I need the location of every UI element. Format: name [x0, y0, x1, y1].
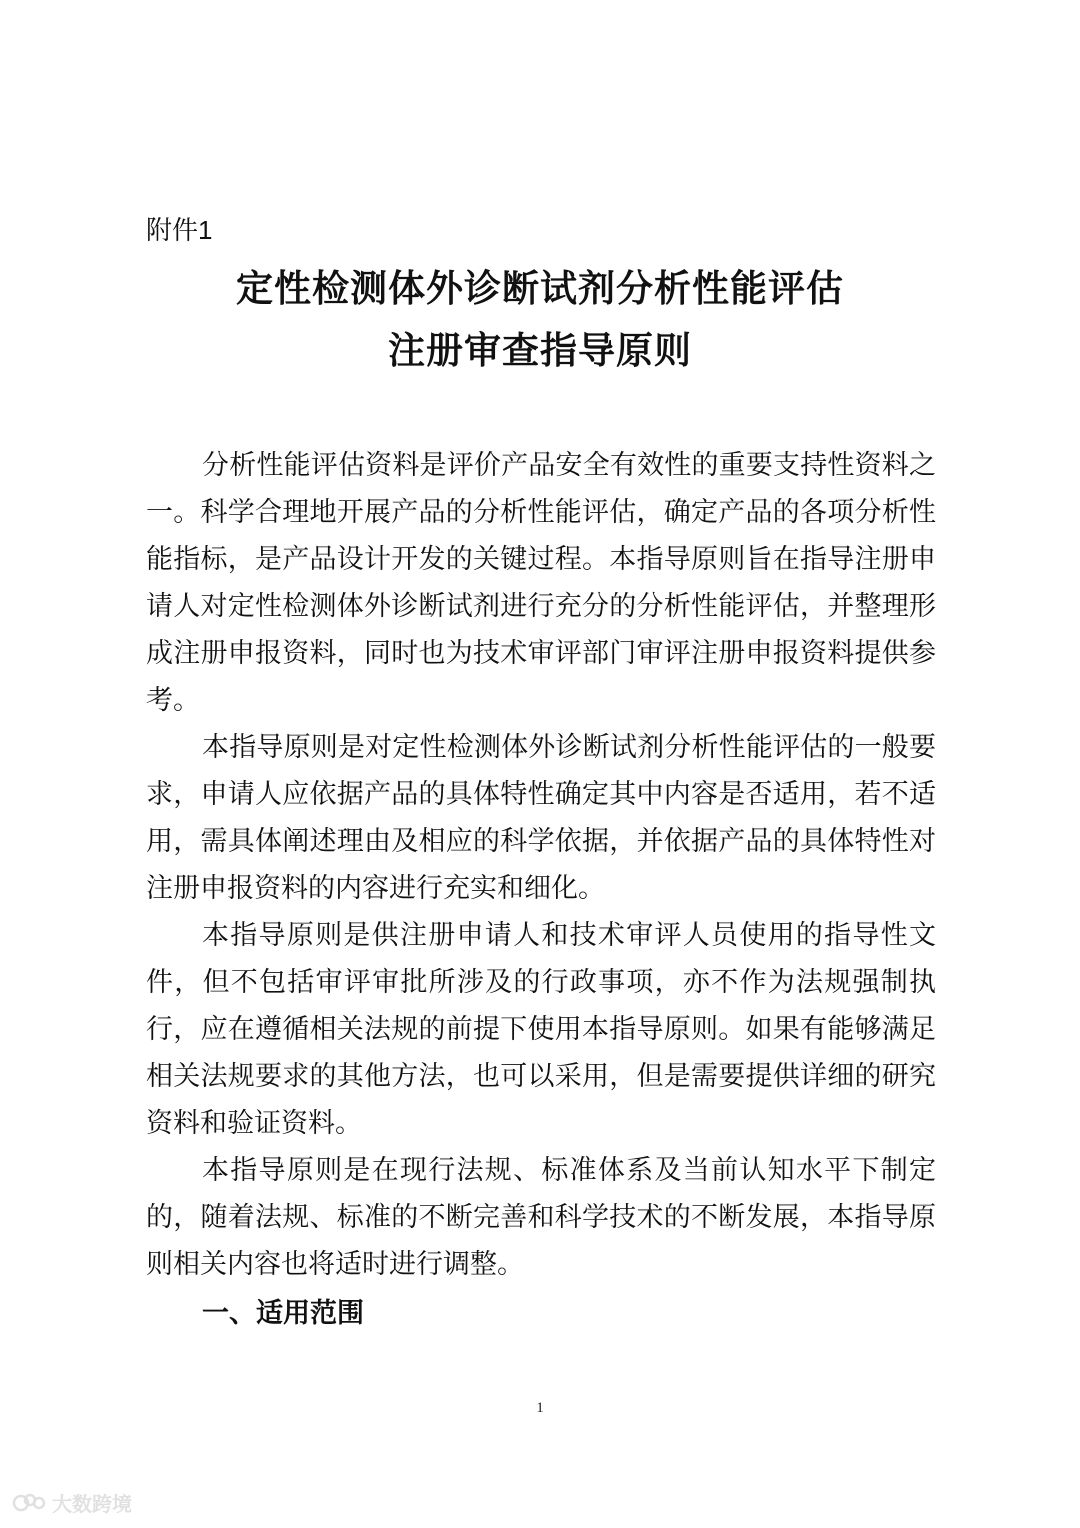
paragraph-3: 本指导原则是供注册申请人和技术审评人员使用的指导性文件，但不包括审评审批所涉及的行政事项，亦不作为法规强制执行，应在遵循相关法规的前提下使用本指导原则。如果有能够满足相关法规要求的其他方法，也可以采用，但是需要提供详细的研究资料和验证资料。: [146, 920, 936, 1139]
document-title-line1: 定性检测体外诊断试剂分析性能评估: [236, 267, 844, 310]
section-heading: 一、适用范围: [202, 1298, 364, 1329]
logo-icon: [12, 1490, 46, 1516]
watermark-text: 大数跨境: [52, 1492, 132, 1516]
attachment-label: 附件1: [146, 215, 213, 245]
paragraph-2: 本指导原则是对定性检测体外诊断试剂分析性能评估的一般要求，申请人应依据产品的具体特性确定其中内容是否适用，若不适用，需具体阐述理由及相应的科学依据，并依据产品的具体特性对注册申报资料的内容进行充实和细化。: [146, 732, 936, 904]
paragraph-1: 分析性能评估资料是评价产品安全有效性的重要支持性资料之一。科学合理地开展产品的分析性能评估，确定产品的各项分析性能指标，是产品设计开发的关键过程。本指导原则旨在指导注册申请人对定性检测体外诊断试剂进行充分的分析性能评估，并整理形成注册申报资料，同时也为技术审评部门审评注册申报资料提供参考。: [146, 450, 936, 716]
paragraph-4: 本指导原则是在现行法规、标准体系及当前认知水平下制定的，随着法规、标准的不断完善和科学技术的不断发展，本指导原则相关内容也将适时进行调整。: [146, 1155, 936, 1280]
document-body: [146, 442, 936, 1288]
watermark: [12, 1488, 132, 1517]
page-number: 1: [536, 1400, 544, 1416]
document-title-line2: 注册审查指导原则: [388, 329, 692, 372]
